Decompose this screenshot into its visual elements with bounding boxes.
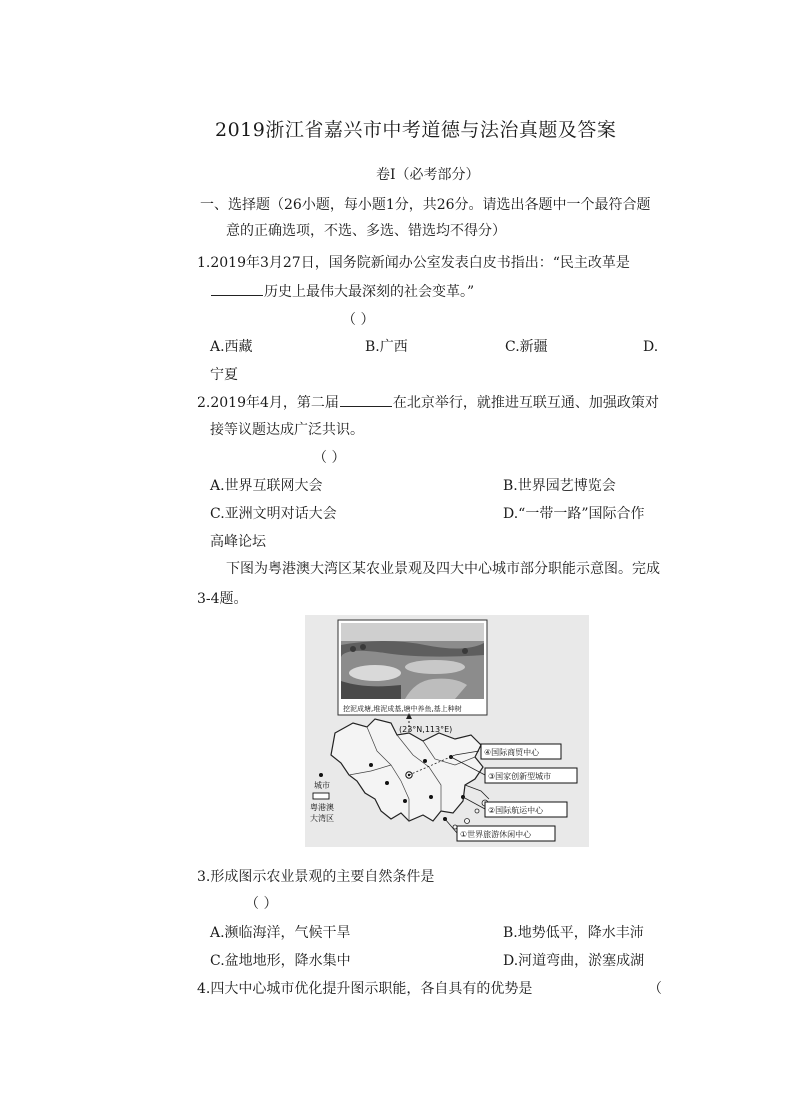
q2-stem-line-2: 接等议题达成广泛共识。 bbox=[210, 422, 364, 438]
map-figure bbox=[305, 615, 589, 847]
q1-stem-line-1: 1.2019年3月27日，国务院新闻办公室发表白皮书指出：“民主改革是 bbox=[197, 255, 630, 271]
q2-option-d-text: 高峰论坛 bbox=[210, 534, 266, 550]
q4-stem: 4.四大中心城市优化提升图示职能，各自具有的优势是 bbox=[197, 981, 533, 997]
coordinate-label: (23°N,113°E) bbox=[399, 725, 453, 734]
instructions-line-1: 一、选择题（26小题，每小题1分，共26分。请选出各题中一个最符合题 bbox=[200, 197, 651, 213]
q3-option-a: A.濒临海洋，气候干旱 bbox=[210, 925, 351, 941]
callout-innovation-city: ③国家创新型城市 bbox=[488, 772, 552, 781]
city-dot bbox=[423, 759, 427, 763]
callout-tourism-center: ①世界旅游休闲中心 bbox=[460, 830, 532, 839]
q3-option-d: D.河道弯曲，淤塞成湖 bbox=[503, 953, 645, 969]
callout-trade-center: ④国际商贸中心 bbox=[484, 748, 540, 757]
q1-answer-paren: （ ） bbox=[342, 312, 375, 328]
city-dot bbox=[429, 795, 433, 799]
q2-answer-blank bbox=[340, 394, 392, 407]
q2-option-b: B.世界园艺博览会 bbox=[503, 478, 616, 494]
island bbox=[465, 819, 470, 824]
instructions-line-2: 意的正确选项，不选、多选、错选均不得分） bbox=[226, 223, 506, 239]
legend-bay-area-symbol bbox=[313, 793, 329, 799]
island bbox=[475, 809, 479, 813]
legend-bay-area-label-1: 粤港澳 bbox=[310, 803, 334, 812]
legend-bay-area-label-2: 大湾区 bbox=[310, 814, 334, 823]
section-heading: 卷Ⅰ（必考部分） bbox=[376, 167, 480, 183]
island bbox=[453, 825, 457, 829]
photo-caption: 挖泥成塘,堆泥成基,塘中养鱼,基上种树 bbox=[343, 705, 462, 713]
q2-option-a: A.世界互联网大会 bbox=[210, 478, 323, 494]
city-dot bbox=[369, 763, 373, 767]
figure-intro-line-2: 3-4题。 bbox=[197, 591, 248, 607]
q1-option-d-text: 宁夏 bbox=[210, 367, 238, 383]
q2-answer-paren: （ ） bbox=[313, 450, 346, 466]
page-title: 2019浙江省嘉兴市中考道德与法治真题及答案 bbox=[215, 119, 617, 141]
q1-option-b: B.广西 bbox=[365, 339, 408, 355]
callout-shipping-center: ②国际航运中心 bbox=[488, 806, 544, 815]
figure-intro-line-1: 下图为粤港澳大湾区某农业景观及四大中心城市部分职能示意图。完成 bbox=[226, 561, 660, 577]
q2-stem-line-1: 2.2019年4月，第二届 在北京举行，就推进互联互通、加强政策对 bbox=[197, 395, 659, 411]
q3-stem: 3.形成图示农业景观的主要自然条件是 bbox=[197, 869, 435, 885]
q1-option-c: C.新疆 bbox=[505, 339, 548, 355]
legend-city-label: 城市 bbox=[314, 781, 330, 790]
legend-city-symbol bbox=[319, 773, 323, 777]
q2-option-c: C.亚洲文明对话大会 bbox=[210, 506, 337, 522]
q4-answer-paren: （ bbox=[648, 981, 662, 997]
q3-answer-paren: （ ） bbox=[245, 896, 278, 912]
q2-option-d: D.“一带一路”国际合作 bbox=[503, 506, 645, 522]
landscape-photo bbox=[338, 620, 487, 715]
map-figure-svg bbox=[305, 615, 589, 847]
q3-option-c: C.盆地地形，降水集中 bbox=[210, 953, 351, 969]
q1-stem-line-2: 历史上最伟大最深刻的社会变革。” bbox=[210, 283, 474, 301]
q1-option-a: A.西藏 bbox=[210, 339, 253, 355]
city-dot bbox=[403, 799, 407, 803]
city-dot bbox=[385, 781, 389, 785]
q3-option-b: B.地势低平，降水丰沛 bbox=[503, 925, 644, 941]
q1-option-d: D. bbox=[643, 339, 659, 355]
q1-answer-blank bbox=[211, 283, 263, 296]
